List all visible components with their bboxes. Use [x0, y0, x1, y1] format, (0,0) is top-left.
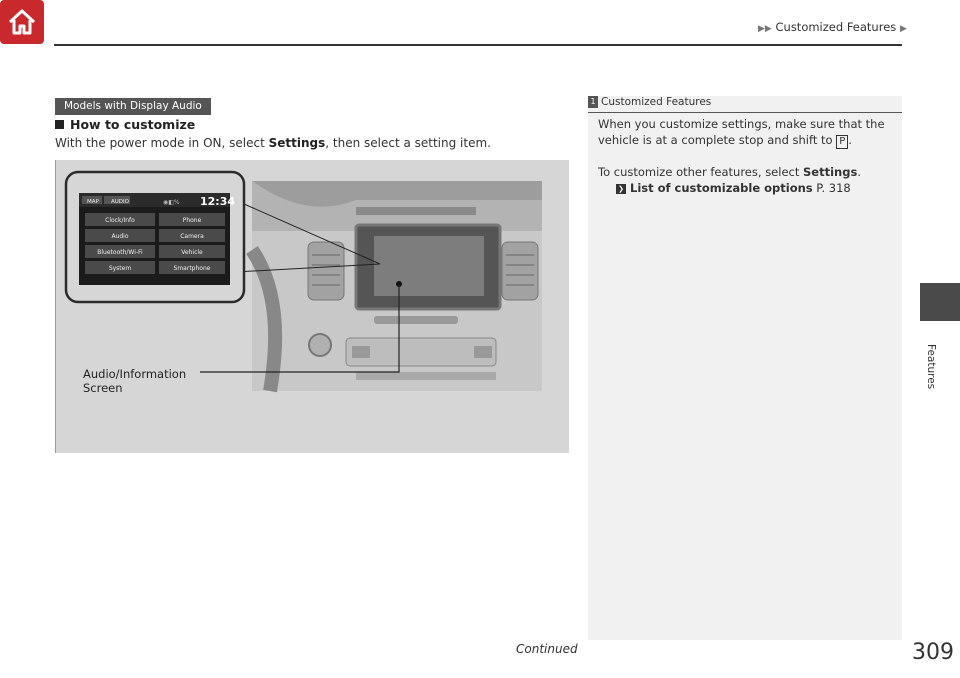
- instruction-suffix: , then select a setting item.: [325, 136, 491, 150]
- info-number: 1: [588, 96, 598, 108]
- info-p1-period: .: [848, 133, 852, 147]
- info-p2-settings: Settings: [803, 165, 858, 179]
- park-key: P: [836, 135, 848, 149]
- header-divider: [54, 44, 902, 46]
- house-glyph: [6, 6, 38, 38]
- continued-label: Continued: [516, 642, 578, 656]
- info-p1-line2: [598, 132, 885, 149]
- heading-text: How to customize: [70, 117, 196, 132]
- inset-tab-audio: AUDIO: [111, 199, 129, 205]
- instruction-settings: Settings: [268, 136, 326, 150]
- info-header: [588, 96, 902, 113]
- inset-menu-vehicle: Vehicle: [181, 249, 203, 256]
- breadcrumb-arrow-icon: ▶▶: [758, 24, 772, 34]
- inset-status-icons: ◉◧%: [163, 199, 180, 206]
- inset-menu-bluetooth: Bluetooth/Wi-Fi: [97, 249, 143, 256]
- callout-line1: Audio/Information: [83, 367, 187, 381]
- inset-menu-phone: Phone: [182, 217, 202, 224]
- callout-line2: Screen: [83, 381, 123, 395]
- info-title: Customized Features: [601, 96, 712, 108]
- info-p1-line1: When you customize settings, make sure that the: [598, 117, 885, 131]
- inset-menu-system: System: [108, 265, 132, 272]
- info-sidebar: [588, 96, 902, 640]
- dashboard-figure: [55, 160, 569, 453]
- xref-link[interactable]: [616, 180, 851, 196]
- chapter-label: Features: [925, 344, 937, 390]
- breadcrumb-arrow-icon: ▶: [899, 24, 907, 34]
- inset-clock: 12:34: [200, 195, 236, 208]
- breadcrumb[interactable]: [758, 20, 907, 34]
- instruction-text: [55, 136, 491, 150]
- home-icon[interactable]: [0, 0, 44, 44]
- inset-menu-camera: Camera: [180, 233, 204, 240]
- breadcrumb-label: Customized Features: [775, 20, 897, 34]
- dashboard-illustration: [56, 160, 570, 453]
- xref-page: P. 318: [812, 181, 851, 195]
- xref-title: List of customizable options: [630, 181, 813, 195]
- xref-arrow-icon: ❯: [616, 184, 626, 194]
- instruction-prefix: With the power mode in ON, select: [55, 136, 269, 150]
- inset-menu-clock-info: Clock/Info: [105, 217, 135, 224]
- page-number: 309: [912, 640, 954, 665]
- chapter-tab[interactable]: [920, 283, 960, 321]
- inset-tab-map: MAP: [87, 199, 99, 205]
- heading-square-icon: [55, 120, 64, 129]
- inset-menu-audio: Audio: [111, 233, 129, 240]
- info-p2-prefix: To customize other features, select: [598, 165, 804, 179]
- info-paragraph-1: [598, 116, 885, 149]
- model-badge: Models with Display Audio: [55, 98, 211, 115]
- info-p2-suffix: .: [857, 165, 861, 179]
- callout-label: [83, 367, 186, 395]
- info-paragraph-2: [598, 164, 861, 180]
- info-p1-line2-text: vehicle is at a complete stop and shift to: [598, 133, 837, 147]
- section-heading: [55, 117, 195, 132]
- inset-menu-smartphone: Smartphone: [173, 265, 211, 272]
